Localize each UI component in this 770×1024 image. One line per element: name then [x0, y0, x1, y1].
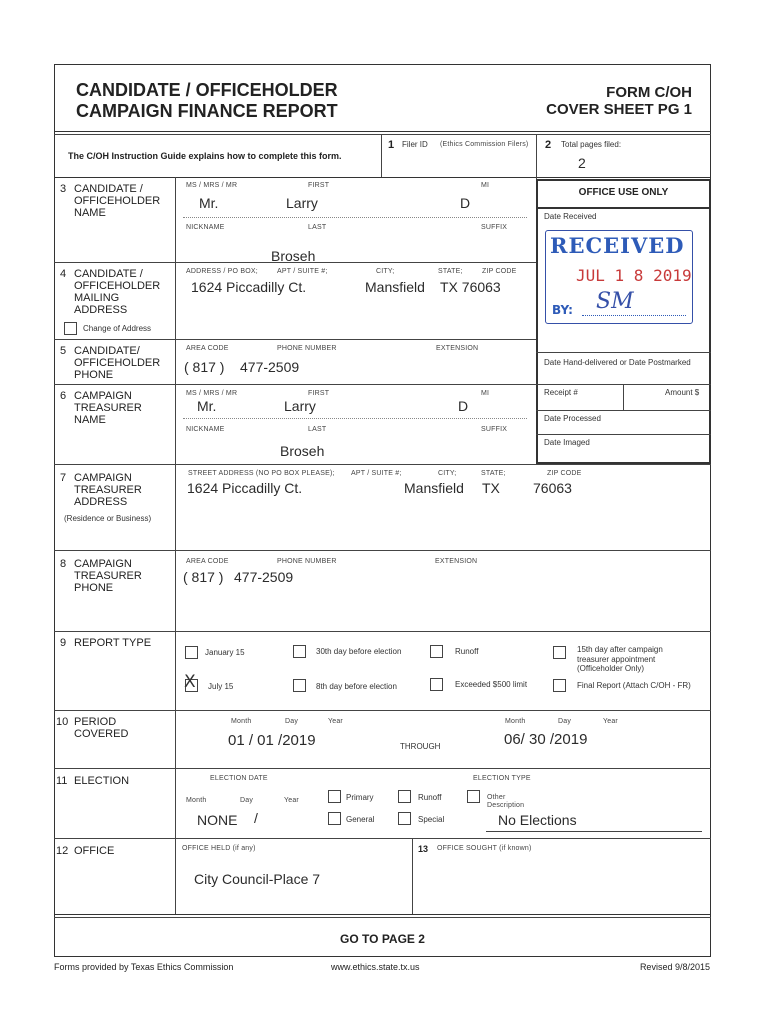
15th-day-label-2: treasurer appointment — [577, 655, 656, 664]
change-of-address-checkbox[interactable] — [64, 322, 77, 335]
15th-day-label-1: 15th day after campaign — [577, 645, 663, 654]
divider — [54, 631, 711, 632]
s3-ms-label: MS / MRS / MR — [186, 182, 238, 189]
s9-num: 9 — [60, 637, 67, 649]
stamp-initials: SM — [596, 289, 634, 314]
s4-state-label: STATE; — [438, 268, 463, 275]
30th-day-checkbox[interactable] — [293, 645, 306, 658]
divider — [536, 434, 711, 435]
treasurer-mi: D — [458, 398, 469, 414]
15th-day-checkbox[interactable] — [553, 646, 566, 659]
runoff-election-label: Runoff — [418, 793, 442, 802]
special-label: Special — [418, 815, 445, 824]
divider — [54, 177, 711, 178]
s6-ms-label: MS / MRS / MR — [186, 390, 238, 397]
election-date-label: ELECTION DATE — [210, 775, 268, 782]
divider — [54, 914, 711, 915]
s8-num: 8 — [60, 558, 67, 570]
stamp-signature-line — [582, 315, 686, 316]
treasurer-city: Mansfield — [404, 480, 464, 496]
stamp-by: BY: — [552, 303, 573, 317]
s3-last-label: LAST — [308, 224, 327, 231]
description-label: Description — [487, 802, 525, 809]
s8-area-label: AREA CODE — [186, 558, 229, 565]
s7-city-label: CITY; — [438, 470, 457, 477]
s5-num: 5 — [60, 345, 67, 357]
election-month-label: Month — [186, 797, 207, 804]
s6-label-1: CAMPAIGN — [74, 390, 132, 402]
divider — [54, 134, 711, 135]
office-held-value: City Council-Place 7 — [194, 871, 321, 887]
s10-num: 10 — [56, 716, 69, 728]
s4-label-3: MAILING — [74, 292, 120, 304]
instruction-text: The C/OH Instruction Guide explains how to complete this form. — [68, 151, 342, 161]
treasurer-phone: 477-2509 — [234, 569, 294, 585]
s4-zip-label: ZIP CODE — [482, 268, 517, 275]
final-report-label: Final Report (Attach C/OH - FR) — [577, 681, 691, 690]
divider — [412, 838, 413, 914]
s7-label-4: (Residence or Business) — [64, 514, 152, 523]
s6-nickname-label: NICKNAME — [186, 426, 225, 433]
receipt-label: Receipt # — [544, 388, 578, 397]
s5-label-1: CANDIDATE/ — [74, 345, 140, 357]
office-sought-label: OFFICE SOUGHT (if known) — [437, 845, 532, 852]
primary-checkbox[interactable] — [328, 790, 341, 803]
s3-num: 3 — [60, 183, 67, 195]
s8-label-2: TREASURER — [74, 570, 142, 582]
footer-center: www.ethics.state.tx.us — [331, 962, 420, 972]
s4-address-label: ADDRESS / PO BOX; — [186, 268, 258, 275]
treasurer-first-name: Larry — [284, 398, 316, 414]
s5-ext-label: EXTENSION — [436, 345, 479, 352]
8th-day-label: 8th day before election — [316, 682, 397, 691]
other-label: Other — [487, 794, 506, 801]
special-checkbox[interactable] — [398, 812, 411, 825]
divider — [54, 710, 711, 711]
divider — [381, 134, 382, 177]
s9-label: REPORT TYPE — [74, 637, 152, 649]
to-year-label: Year — [603, 718, 618, 725]
s5-phone-label: PHONE NUMBER — [277, 345, 337, 352]
s7-label-1: CAMPAIGN — [74, 472, 132, 484]
s3-first-label: FIRST — [308, 182, 330, 189]
date-hand-delivered-label: Date Hand-delivered or Date Postmarked — [544, 358, 691, 367]
amount-label: Amount $ — [665, 388, 700, 397]
candidate-title: Mr. — [199, 195, 219, 211]
primary-label: Primary — [346, 793, 374, 802]
s7-num: 7 — [60, 472, 67, 484]
cover-sheet-label: COVER SHEET PG 1 — [546, 101, 692, 118]
july-15-check-mark: X — [184, 672, 196, 692]
election-year-label: Year — [284, 797, 299, 804]
period-to: 06/ 30 /2019 — [504, 731, 588, 748]
divider — [54, 768, 711, 769]
s8-ext-label: EXTENSION — [435, 558, 478, 565]
s3-label-1: CANDIDATE / — [74, 183, 143, 195]
candidate-area-code: ( 817 ) — [184, 359, 225, 375]
treasurer-address: 1624 Piccadilly Ct. — [187, 480, 303, 496]
s7-apt-label: APT / SUITE #; — [351, 470, 402, 477]
15th-day-label-3: (Officeholder Only) — [577, 664, 644, 673]
s7-zip-label: ZIP CODE — [547, 470, 582, 477]
filer-num: 1 — [388, 139, 395, 151]
go-to-page-2: GO TO PAGE 2 — [340, 932, 425, 946]
total-pages-value: 2 — [578, 155, 586, 171]
s6-num: 6 — [60, 390, 67, 402]
january-15-checkbox[interactable] — [185, 646, 198, 659]
s4-label-4: ADDRESS — [74, 304, 128, 316]
s3-label-2: OFFICEHOLDER — [74, 195, 161, 207]
form-title-line2: CAMPAIGN FINANCE REPORT — [76, 101, 338, 121]
s7-label-3: ADDRESS — [74, 496, 128, 508]
s12-label: OFFICE — [74, 845, 115, 857]
election-date-value: NONE — [197, 812, 238, 828]
candidate-address: 1624 Piccadilly Ct. — [191, 279, 307, 295]
s8-label-1: CAMPAIGN — [74, 558, 132, 570]
general-label: General — [346, 815, 375, 824]
total-pages-label: Total pages filed: — [561, 140, 622, 149]
through-label: THROUGH — [400, 742, 441, 751]
general-checkbox[interactable] — [328, 812, 341, 825]
divider — [623, 384, 624, 410]
change-of-address-label: Change of Address — [83, 324, 152, 333]
s4-apt-label: APT / SUITE #; — [277, 268, 328, 275]
s6-mi-label: MI — [481, 390, 490, 397]
election-description-value: No Elections — [498, 812, 577, 828]
candidate-phone: 477-2509 — [240, 359, 300, 375]
divider — [54, 464, 711, 465]
election-date-slash: / — [254, 810, 258, 826]
s12-num: 12 — [56, 845, 69, 857]
divider — [536, 410, 711, 411]
s6-label-2: TREASURER — [74, 402, 142, 414]
s13-num: 13 — [418, 844, 429, 854]
s6-first-label: FIRST — [308, 390, 330, 397]
footer-left: Forms provided by Texas Ethics Commission — [54, 962, 234, 972]
from-day-label: Day — [285, 718, 299, 725]
candidate-last-name: Broseh — [271, 248, 316, 264]
to-month-label: Month — [505, 718, 526, 725]
date-processed-label: Date Processed — [544, 414, 601, 423]
divider — [54, 131, 711, 132]
s5-label-3: PHONE — [74, 369, 114, 381]
filer-id-sublabel: (Ethics Commission Filers) — [440, 141, 529, 148]
pages-num: 2 — [545, 139, 552, 151]
candidate-state-zip: TX 76063 — [440, 279, 501, 295]
description-line — [486, 831, 702, 832]
s7-state-label: STATE; — [481, 470, 506, 477]
divider — [54, 384, 536, 385]
s3-mi-label: MI — [481, 182, 490, 189]
s7-label-2: TREASURER — [74, 484, 142, 496]
divider — [54, 550, 711, 551]
s5-label-2: OFFICEHOLDER — [74, 357, 161, 369]
runoff-election-checkbox[interactable] — [398, 790, 411, 803]
office-held-label: OFFICE HELD (if any) — [182, 845, 256, 852]
form-id: FORM C/OH — [606, 84, 692, 101]
s3-suffix-label: SUFFIX — [481, 224, 508, 231]
s6-last-label: LAST — [308, 426, 327, 433]
s3-nickname-label: NICKNAME — [186, 224, 225, 231]
candidate-first-name: Larry — [286, 195, 318, 211]
s4-num: 4 — [60, 268, 67, 280]
january-15-label: January 15 — [205, 648, 245, 657]
s11-num: 11 — [56, 775, 68, 787]
election-day-label: Day — [240, 797, 254, 804]
stamp-received-text: RECEIVED — [550, 233, 685, 258]
30th-day-label: 30th day before election — [316, 647, 402, 656]
s3-label-3: NAME — [74, 207, 106, 219]
s11-label: ELECTION — [74, 775, 130, 787]
divider — [54, 917, 711, 918]
candidate-city: Mansfield — [365, 279, 425, 295]
dotted-line — [183, 217, 527, 218]
from-month-label: Month — [231, 718, 252, 725]
date-received-label: Date Received — [544, 212, 597, 221]
8th-day-checkbox[interactable] — [293, 679, 306, 692]
form-title-line1: CANDIDATE / OFFICEHOLDER — [76, 80, 338, 100]
s4-label-1: CANDIDATE / — [74, 268, 143, 280]
july-15-label: July 15 — [208, 682, 234, 691]
filer-id-label: Filer ID — [402, 140, 428, 149]
other-checkbox[interactable] — [467, 790, 480, 803]
to-day-label: Day — [558, 718, 572, 725]
s8-phone-label: PHONE NUMBER — [277, 558, 337, 565]
s6-suffix-label: SUFFIX — [481, 426, 508, 433]
period-from: 01 / 01 /2019 — [228, 732, 316, 749]
dotted-line — [183, 418, 527, 419]
runoff-label: Runoff — [455, 647, 479, 656]
stamp-date: JUL 1 8 2019 — [576, 266, 692, 285]
s10-label-1: PERIOD — [74, 716, 117, 728]
exceeded-500-checkbox[interactable] — [430, 678, 443, 691]
final-report-checkbox[interactable] — [553, 679, 566, 692]
office-use-title: OFFICE USE ONLY — [538, 181, 709, 209]
received-stamp — [545, 230, 693, 324]
candidate-mi: D — [460, 195, 471, 211]
s8-label-3: PHONE — [74, 582, 114, 594]
divider — [54, 339, 536, 340]
exceeded-500-label: Exceeded $500 limit — [455, 680, 528, 689]
date-imaged-label: Date Imaged — [544, 438, 590, 447]
label-column-divider — [175, 177, 176, 914]
s4-label-2: OFFICEHOLDER — [74, 280, 161, 292]
treasurer-area-code: ( 817 ) — [183, 569, 224, 585]
divider — [54, 838, 711, 839]
election-type-label: ELECTION TYPE — [473, 775, 531, 782]
treasurer-last-name: Broseh — [280, 443, 325, 459]
treasurer-state: TX — [482, 480, 500, 496]
from-year-label: Year — [328, 718, 343, 725]
footer-right: Revised 9/8/2015 — [639, 962, 710, 972]
treasurer-zip: 76063 — [533, 480, 572, 496]
s6-label-3: NAME — [74, 414, 106, 426]
s4-city-label: CITY; — [376, 268, 395, 275]
s5-area-label: AREA CODE — [186, 345, 229, 352]
s7-street-label: STREET ADDRESS (NO PO BOX PLEASE); — [188, 470, 335, 477]
s10-label-2: COVERED — [74, 728, 129, 740]
divider — [536, 352, 711, 353]
runoff-checkbox[interactable] — [430, 645, 443, 658]
treasurer-title: Mr. — [197, 398, 217, 414]
